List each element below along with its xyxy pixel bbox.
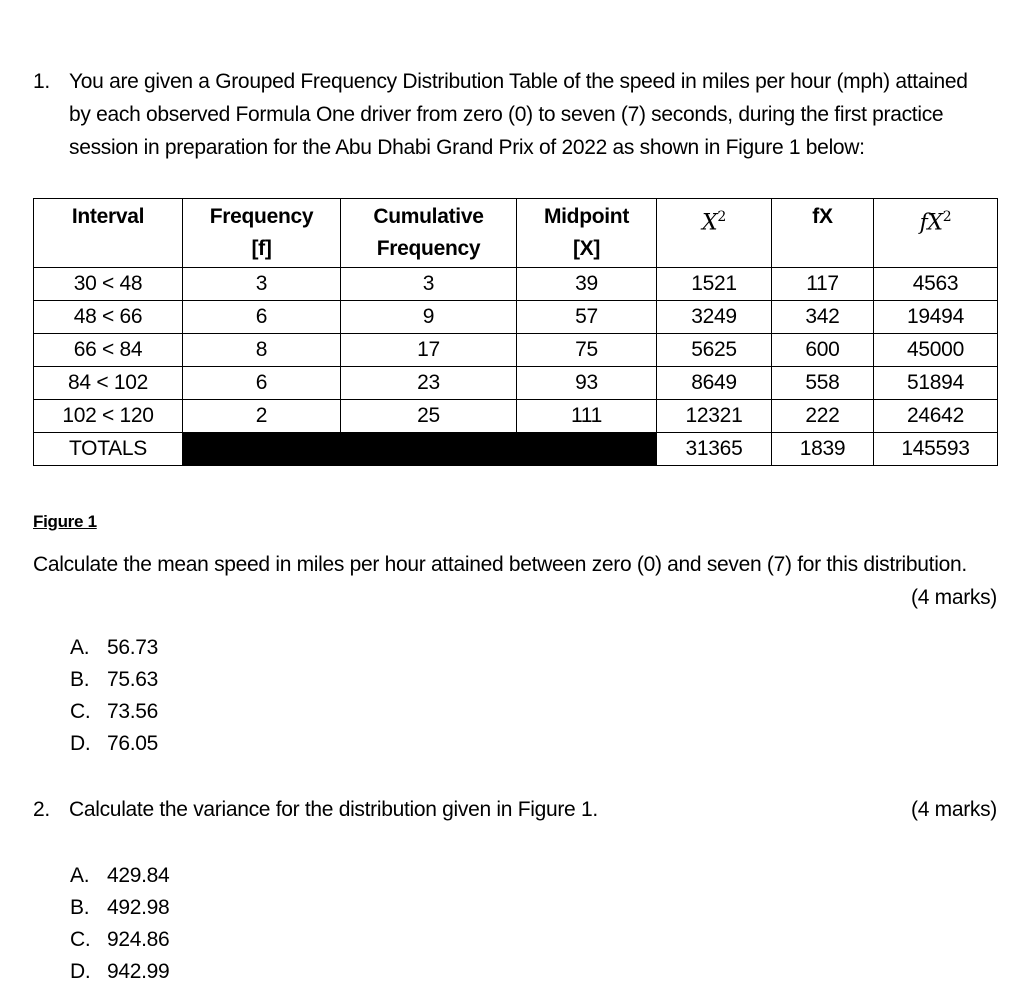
cell-cumulative: 23 xyxy=(341,367,517,400)
table-row xyxy=(34,367,998,400)
cell-x-squared: 8649 xyxy=(657,367,772,400)
cell-fx: 342 xyxy=(772,301,874,334)
header-cumulative-frequency: Cumulative Frequency xyxy=(341,199,517,268)
totals-row xyxy=(34,433,998,466)
total-x-squared: 31365 xyxy=(657,433,772,466)
cell-x-squared: 1521 xyxy=(657,268,772,301)
cell-interval: 48 < 66 xyxy=(34,301,183,334)
cell-cumulative: 25 xyxy=(341,400,517,433)
question-2 xyxy=(33,798,598,822)
cell-midpoint: 39 xyxy=(517,268,657,301)
header-x-squared: $X^2$ xyxy=(657,199,772,268)
cell-cumulative: 9 xyxy=(341,301,517,334)
question-1-prompt: Calculate the mean speed in miles per hour attained between zero (0) and seven (7) for this distribution. xyxy=(33,553,967,576)
cell-fx: 117 xyxy=(772,268,874,301)
question-1-line-2: by each observed Formula One driver from zero (0) to seven (7) seconds, during the first practice xyxy=(69,103,944,126)
cell-midpoint: 57 xyxy=(517,301,657,334)
option-a[interactable]: A. 429.84 xyxy=(70,864,170,887)
table-row xyxy=(34,301,998,334)
table-row xyxy=(34,400,998,433)
question-2-text: Calculate the variance for the distribution given in Figure 1. xyxy=(69,798,598,821)
option-b[interactable]: B. 75.63 xyxy=(70,668,159,691)
option-c[interactable]: C. 73.56 xyxy=(70,700,159,723)
option-d[interactable]: D. 76.05 xyxy=(70,732,159,755)
cell-frequency: 6 xyxy=(183,301,341,334)
cell-fx-squared: 45000 xyxy=(874,334,998,367)
cell-fx-squared: 4563 xyxy=(874,268,998,301)
question-1-line-3: session in preparation for the Abu Dhabi Grand Prix of 2022 as shown in Figure 1 below: xyxy=(69,136,865,159)
option-b[interactable]: B. 492.98 xyxy=(70,896,170,919)
cell-fx: 558 xyxy=(772,367,874,400)
cell-frequency: 2 xyxy=(183,400,341,433)
option-c[interactable]: C. 924.86 xyxy=(70,928,170,951)
cell-interval: 66 < 84 xyxy=(34,334,183,367)
totals-label: TOTALS xyxy=(34,433,183,466)
table-header-row xyxy=(34,199,998,268)
cell-x-squared: 12321 xyxy=(657,400,772,433)
question-2-options xyxy=(70,860,169,988)
total-fx: 1839 xyxy=(772,433,874,466)
header-midpoint: Midpoint [X] xyxy=(517,199,657,268)
cell-frequency: 6 xyxy=(183,367,341,400)
cell-x-squared: 5625 xyxy=(657,334,772,367)
cell-fx-squared: 19494 xyxy=(874,301,998,334)
figure-label: Figure 1 xyxy=(33,512,97,531)
cell-fx-squared: 51894 xyxy=(874,367,998,400)
option-a[interactable]: A. 56.73 xyxy=(70,636,159,659)
cell-cumulative: 3 xyxy=(341,268,517,301)
cell-interval: 84 < 102 xyxy=(34,367,183,400)
question-2-marks: (4 marks) xyxy=(911,798,997,821)
question-2-number: 2. xyxy=(33,798,50,821)
blacked-out-cell xyxy=(183,433,657,466)
cell-x-squared: 3249 xyxy=(657,301,772,334)
header-fx-squared: $fX^2$ xyxy=(874,199,998,268)
header-interval: Interval xyxy=(34,199,183,268)
table-row xyxy=(34,334,998,367)
question-1-options xyxy=(70,632,158,760)
question-1-line-1: You are given a Grouped Frequency Distribution Table of the speed in miles per hour (mph) attained xyxy=(69,70,968,93)
header-fx: fX xyxy=(772,199,874,268)
cell-interval: 102 < 120 xyxy=(34,400,183,433)
cell-frequency: 3 xyxy=(183,268,341,301)
cell-interval: 30 < 48 xyxy=(34,268,183,301)
cell-midpoint: 75 xyxy=(517,334,657,367)
frequency-table xyxy=(33,198,998,466)
table-row xyxy=(34,268,998,301)
cell-fx-squared: 24642 xyxy=(874,400,998,433)
option-d[interactable]: D. 942.99 xyxy=(70,960,170,983)
cell-fx: 600 xyxy=(772,334,874,367)
header-frequency: Frequency [f] xyxy=(183,199,341,268)
total-fx-squared: 145593 xyxy=(874,433,998,466)
question-1-number: 1. xyxy=(33,70,50,93)
cell-frequency: 8 xyxy=(183,334,341,367)
cell-fx: 222 xyxy=(772,400,874,433)
cell-midpoint: 93 xyxy=(517,367,657,400)
question-1-marks: (4 marks) xyxy=(911,586,997,609)
cell-midpoint: 111 xyxy=(517,400,657,433)
cell-cumulative: 17 xyxy=(341,334,517,367)
